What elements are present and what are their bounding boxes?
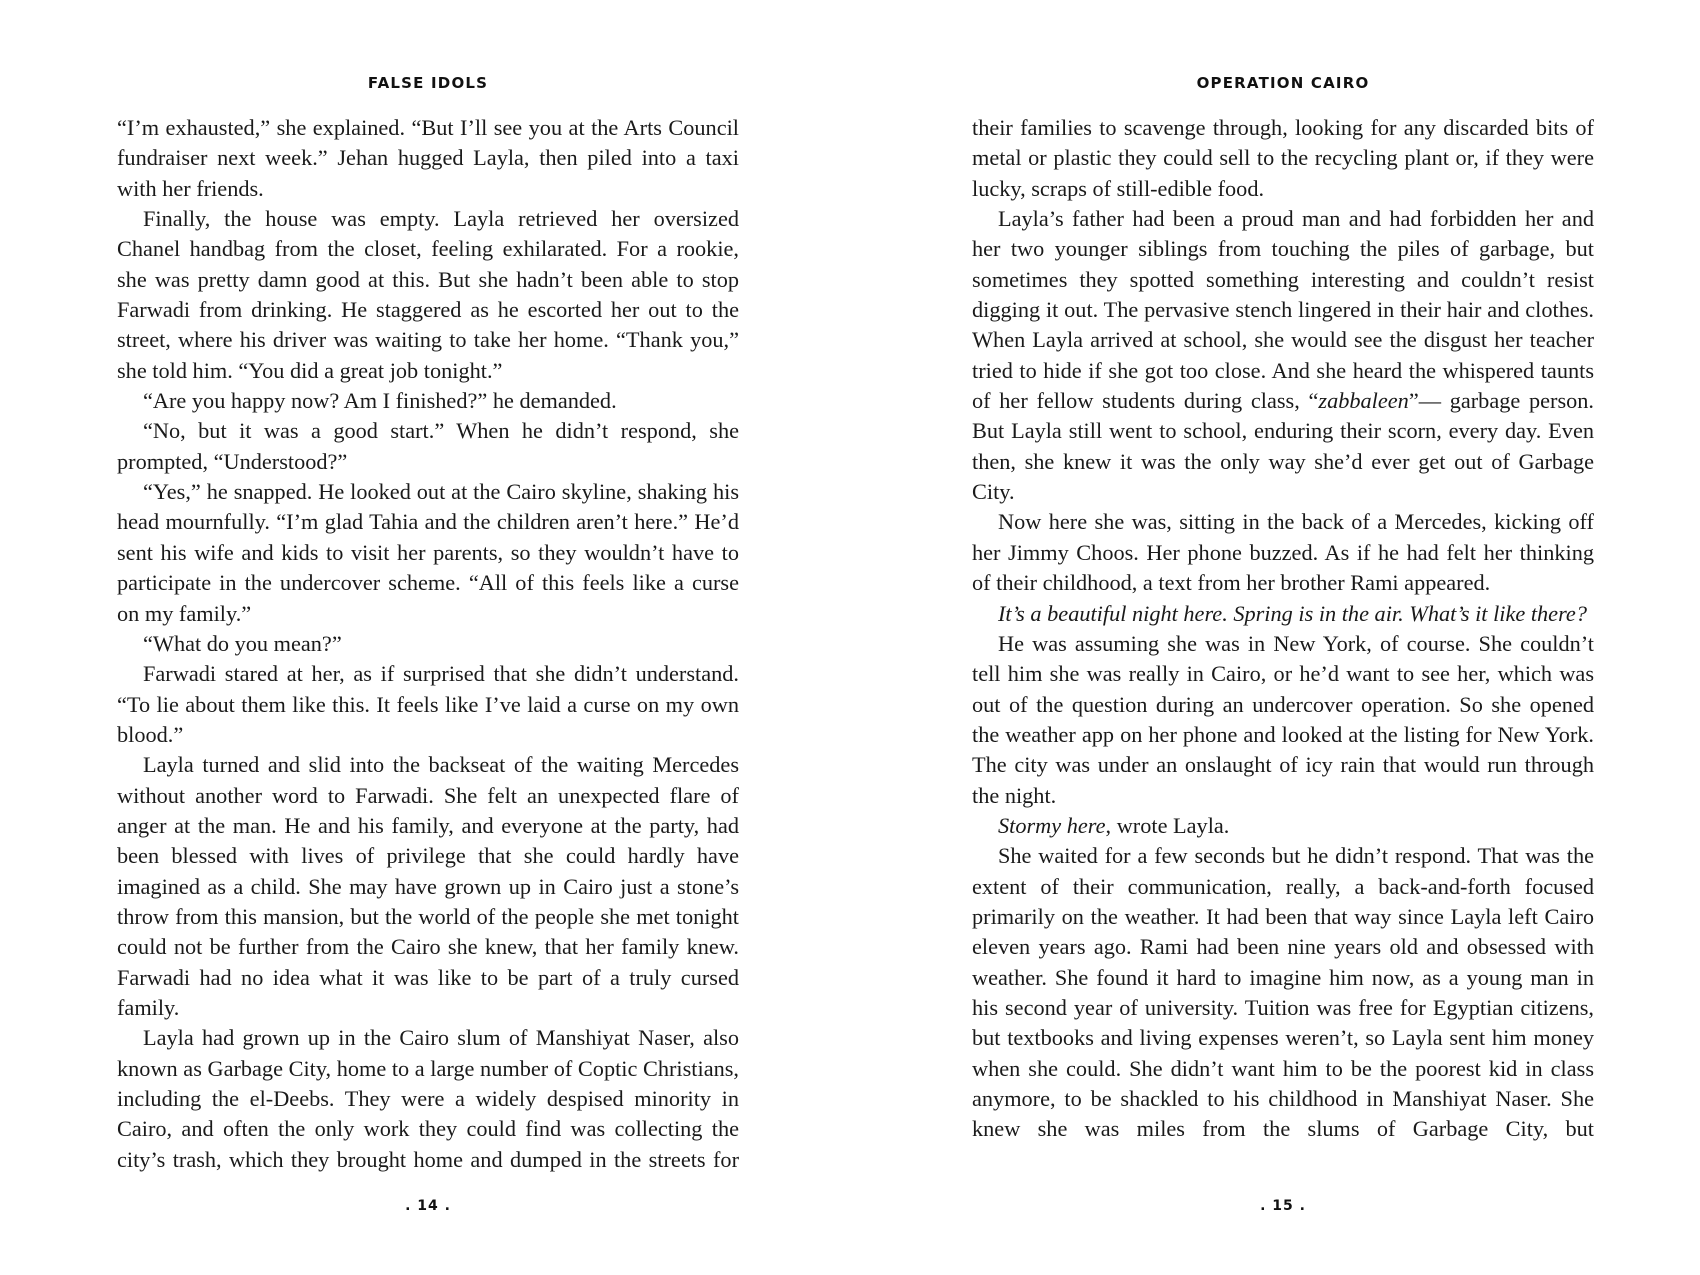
text-run: Layla’s father had been a proud man and had forbidden her and her two younger siblings from touching the piles of garbage, but sometimes they spotted something interesting and couldn’t resist digging it out. The pervasive stench lingered in their hair and clothes. When Layla arrived at school, she would see the disgust her teacher tried to hide if she got too close. And she heard the whispered taunts of her fellow students during class, “: [972, 206, 1594, 414]
left-page-body: [117, 113, 739, 1175]
text-run: ”— garbage person. But Layla still went to school, enduring their scorn, every day. Even then, she knew it was the only way she’d ever get out of Garbage City.: [972, 388, 1595, 505]
text-message: It’s a beautiful night here. Spring is in the air. What’s it like there?: [998, 600, 1587, 626]
text-run: their families to scavenge through, looking for any discarded bits of metal or plastic they could sell to the recycling plant or, if they were lucky, scraps of still-edible food.: [972, 115, 1594, 201]
paragraph: Farwadi stared at her, as if surprised that she didn’t understand. “To lie about them like this. It feels like I’ve laid a curse on my own blood.”: [117, 661, 739, 747]
paragraph: [972, 811, 1594, 841]
running-head-right: OPERATION CAIRO: [1196, 74, 1370, 92]
paragraph: “I’m exhausted,” she explained. “But I’ll see you at the Arts Council fundraiser next week.” Jehan hugged Layla, then piled into a taxi with her friends.: [117, 115, 739, 201]
paragraph: [972, 204, 1594, 507]
paragraph: “What do you mean?”: [143, 630, 342, 656]
left-page: [117, 0, 739, 1275]
paragraph: Layla turned and slid into the backseat of the waiting Mercedes without another word to Farwadi. She felt an unexpected flare of anger at the man. He and his family, and everyone at the party, had been blessed with lives of privilege that she could hardly have imagined as a child. She may have grown up in Cairo just a stone’s throw from this mansion, but the world of the people she met tonight could not be further from the Cairo she knew, that her family knew. Farwadi had no idea what it was like to be part of a truly cursed family.: [117, 752, 739, 1020]
running-head-left: FALSE IDOLS: [367, 74, 489, 92]
text-run: She waited for a few seconds but he didn’t respond. That was the extent of their communication, really, a back-and-forth focused primarily on the weather. It had been that way since Layla left Cairo eleven years ago. Rami had been nine years old and obsessed with weather. She found it hard to imagine him now, as a young man in his second year of university. Tuition was free for Egyptian citizens, but textbooks and living expenses weren’t, so Layla sent him money when she could. She didn’t want him to be the poorest kid in class anymore, to be shackled to his childhood in Manshiyat Naser. She knew she was miles from the slums of Garbage City, but: [972, 843, 1594, 1142]
paragraph: Finally, the house was empty. Layla retrieved her oversized Chanel handbag from the closet, feeling exhilarated. For a rookie, she was pretty damn good at this. But she hadn’t been able to stop Farwadi from drinking. He staggered as he escorted her out to the street, where his driver was waiting to take her home. “Thank you,” she told him. “You did a great job tonight.”: [117, 206, 739, 383]
paragraph: [972, 599, 1594, 629]
paragraph: [972, 113, 1594, 204]
paragraph: Layla had grown up in the Cairo slum of Manshiyat Naser, also known as Garbage City, home to a large number of Coptic Christians, including the el-Deebs. They were a widely despised minority in Cairo, and often the only work they could find was collecting the city’s trash, which they brought home and dumped in the streets for: [117, 1025, 739, 1172]
page-number-right: . 15 .: [1260, 1198, 1306, 1214]
paragraph: “Yes,” he snapped. He looked out at the Cairo skyline, shaking his head mournfully. “I’m glad Tahia and the children aren’t here.” He’d sent his wife and kids to visit her parents, so they wouldn’t have to participate in the undercover scheme. “All of this feels like a curse on my family.”: [117, 479, 739, 626]
text-run: Now here she was, sitting in the back of a Mercedes, kicking off her Jimmy Choos. Her phone buzzed. As if he had felt her thinking of their childhood, a text from her brother Rami appeared.: [972, 509, 1594, 596]
paragraph: [972, 629, 1594, 811]
paragraph: [972, 841, 1594, 1144]
text-run: , wrote Layla.: [1105, 812, 1230, 838]
paragraph: “Are you happy now? Am I finished?” he demanded.: [143, 388, 617, 414]
italic-text-run: zabbaleen: [1318, 388, 1409, 414]
page-number-left: . 14 .: [405, 1198, 451, 1214]
paragraph: [972, 507, 1594, 598]
right-page-body: [972, 113, 1594, 1145]
right-page: [972, 0, 1594, 1275]
text-run: He was assuming she was in New York, of course. She couldn’t tell him she was really in Cairo, or he’d want to see her, which was out of the question during an undercover operation. So she opened the weather app on her phone and looked at the listing for New York. The city was under an onslaught of icy rain that would run through the night.: [972, 630, 1594, 808]
text-message-reply: Stormy here: [998, 812, 1106, 838]
paragraph: “No, but it was a good start.” When he didn’t respond, she prompted, “Understood?”: [117, 418, 739, 474]
